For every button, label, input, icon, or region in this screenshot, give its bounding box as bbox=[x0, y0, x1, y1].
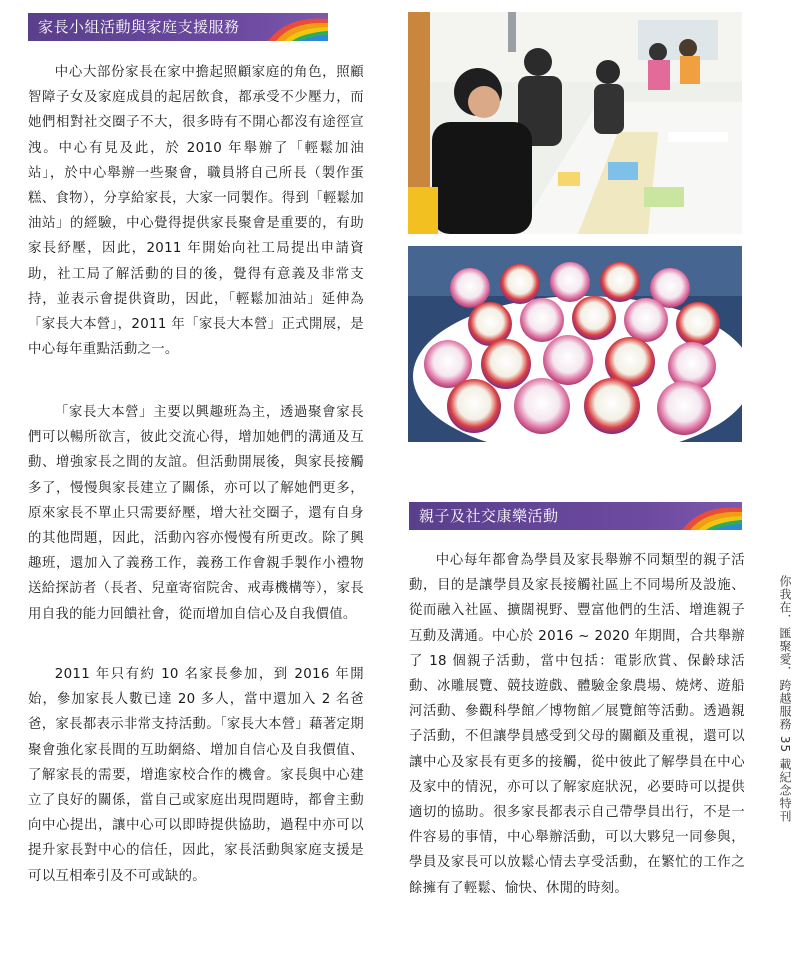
rainbow-swoosh-decoration bbox=[662, 502, 742, 530]
parent-support-paragraph-3: 2011 年只有約 10 名家長參加，到 2016 年開始，參加家長人數已達 20 多人，當中還加入 2 名爸爸，家長都表示非常支持活動。「家長大本營」藉著定期聚會強化家長間的互助網絡、增加自信心及自我價值、了解家長的需要，增進家校合作的機會。家長與中心建立了良好的關係，當自己或家庭出現問題時，都會主動向中心提出，讓中心可以即時提供協助，過程中亦可以提升家長對中心的信任，因此，家長活動與家庭支援是可以互相牽引及不可或缺的。 bbox=[28, 667, 364, 884]
photo-glass-flower-bowls bbox=[408, 246, 742, 442]
publication-side-caption: 你我在．匯聚愛．跨越服務 35 載紀念特刊 bbox=[778, 575, 792, 823]
section-heading-parent-support bbox=[28, 13, 328, 41]
section-heading-family-recreation bbox=[409, 502, 742, 530]
photo-parents-crafting bbox=[408, 12, 742, 234]
heading-text: 家長小組活動與家庭支援服務 bbox=[38, 18, 240, 36]
heading-text: 親子及社交康樂活動 bbox=[419, 507, 559, 525]
parent-support-paragraph-1: 中心大部份家長在家中擔起照顧家庭的角色，照顧智障子女及家庭成員的起居飲食，都承受不少壓力，而她們相對社交圈子不大，很多時有不開心都沒有途徑宣洩。中心有見及此，於 2010 年舉辦了「輕鬆加油站」，於中心舉辦一些聚會，職員將自己所長（製作蛋糕、食物），分享給家長，大家一同製作。得到「輕鬆加油站」的經驗，中心覺得提供家長聚會是重要的，有助家長紓壓，因此，2011 年開始向社工局提出申請資助，社工局了解活動的目的後，覺得有意義及非常支持，並表示會提供資助，因此，「輕鬆加油站」延伸為「家長大本營」，2011 年「家長大本營」正式開展，是中心每年重點活動之一。 bbox=[28, 65, 364, 358]
rainbow-swoosh-decoration bbox=[248, 13, 328, 41]
parent-support-paragraph-2: 「家長大本營」主要以興趣班為主，透過聚會家長們可以暢所欲言，彼此交流心得，增加她們的溝通及互動、增強家長之間的友誼。但活動開展後，與家長接觸多了，慢慢與家長建立了關係，亦可以了解她們更多，原來家長不單止只需要紓壓，增大社交圈子，還有自身的其他問題，因此，活動內容亦慢慢有所更改。除了興趣班，還加入了義務工作，義務工作會親手製作小禮物送給探訪者（長者、兒童寄宿院舍、戒毒機構等），家長用自我的能力回饋社會，從而增加自信心及自我價值。 bbox=[28, 405, 364, 622]
family-recreation-paragraph-1: 中心每年都會為學員及家長舉辦不同類型的親子活動，目的是讓學員及家長接觸社區上不同場所及設施、從而融入社區、擴闊視野、豐富他們的生活、增進親子互動及溝通。中心於 2016 ~ 2020 年期間，合共舉辦了 18 個親子活動，當中包括：電影欣賞、保齡球活動、冰雕展覽、競技遊戲、體驗金象農場、燒烤、遊船河活動、參觀科學館／博物館／展覽館等活動。透過親子活動，不但讓學員感受到父母的關顧及重視，還可以讓中心及家長有更多的接觸，從中彼此了解學員在中心及家中的情況，亦可以了解家庭狀況，必要時可以提供適切的協助。很多家長都表示自己帶學員出行，不是一件容易的事情，中心舉辦活動，可以大夥兒一同參與，學員及家長可以放鬆心情去享受活動，在繁忙的工作之餘擁有了輕鬆、愉快、休閒的時刻。 bbox=[409, 553, 745, 896]
